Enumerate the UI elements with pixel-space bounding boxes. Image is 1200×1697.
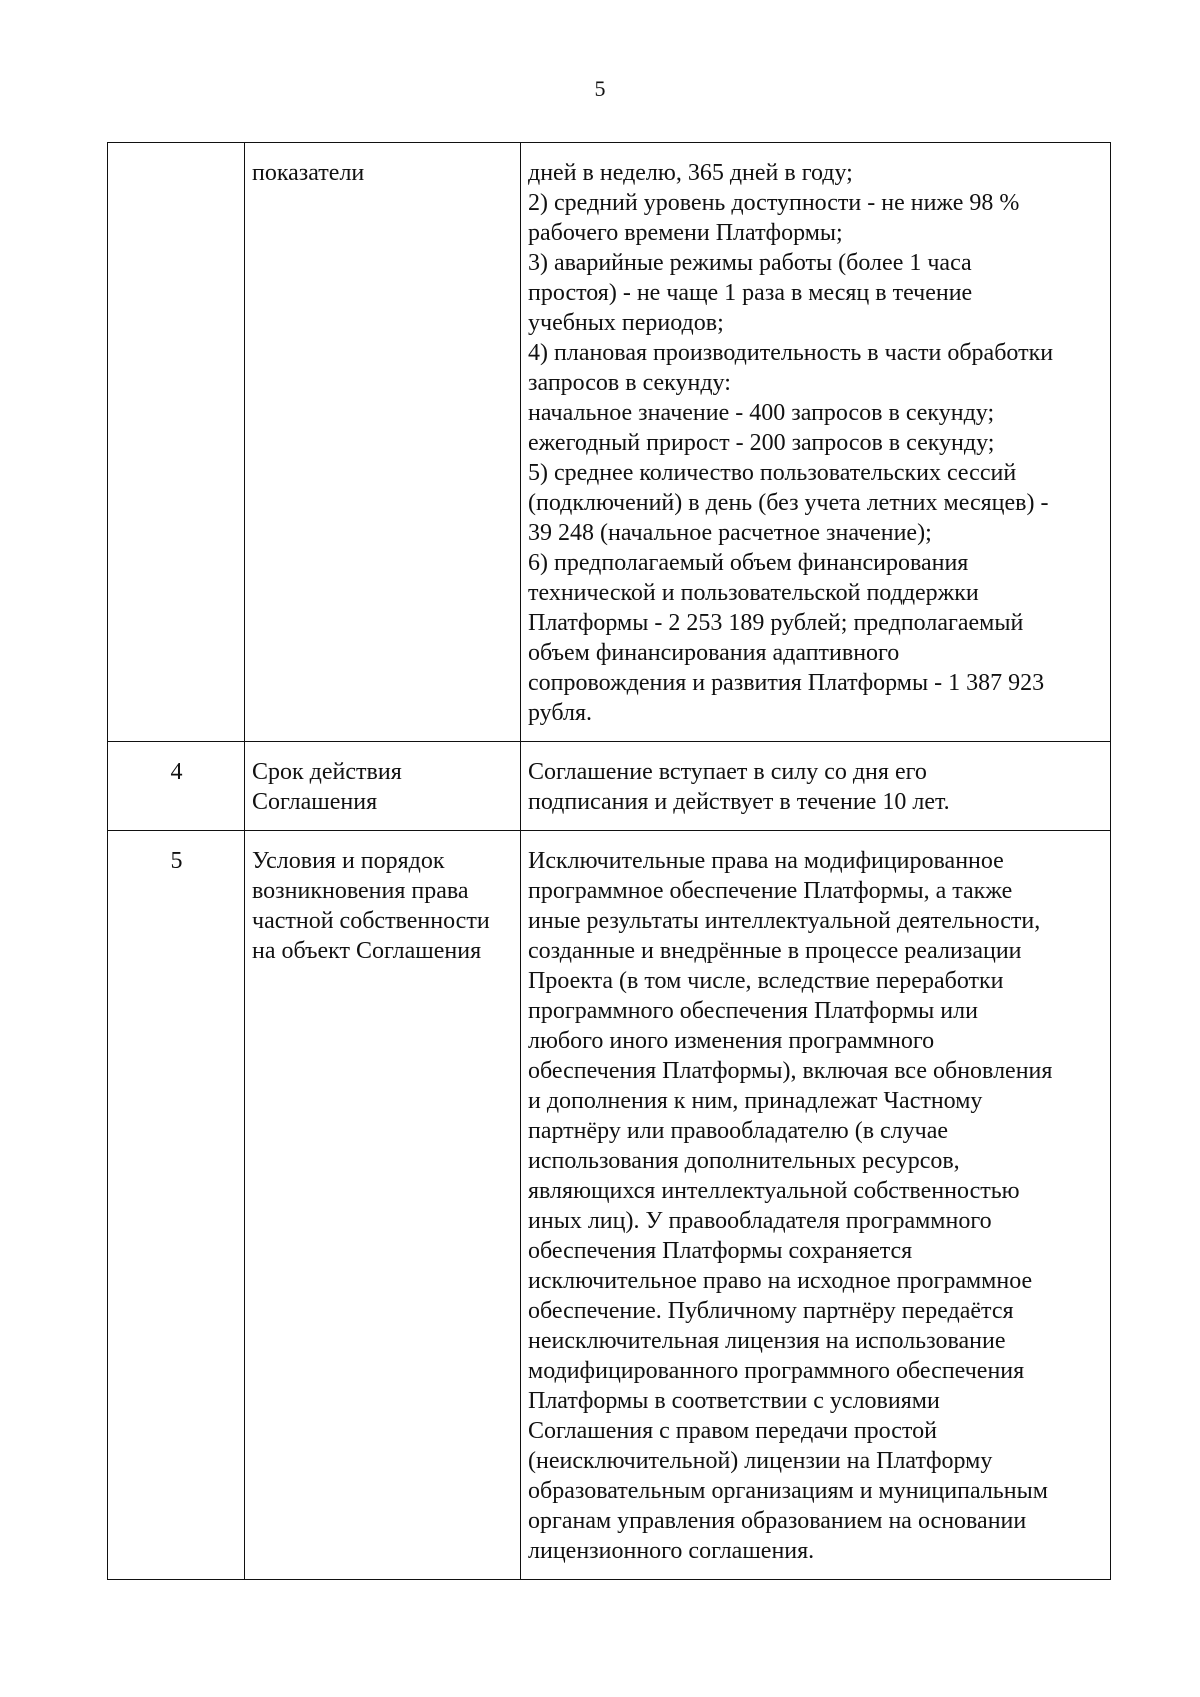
content-line: неисключительная лицензия на использование [528,1328,1006,1354]
row-label-line: Условия и порядок [252,848,445,874]
row-content-cell [521,143,1111,742]
content-line: начальное значение - 400 запросов в секунду; [528,400,995,426]
content-line: ежегодный прирост - 200 запросов в секунду; [528,430,995,456]
row-label-line: частной собственности [252,908,490,934]
row-label-line: возникновения права [252,878,469,904]
row-label-cell [245,143,521,742]
table-row [108,742,1111,831]
content-line: обеспечения Платформы), включая все обновления [528,1058,1053,1084]
content-line: Платформы - 2 253 189 рублей; предполагаемый [528,610,1024,636]
content-line: партнёру или правообладателю (в случае [528,1118,949,1144]
table-row [108,143,1111,742]
row-label-line: Соглашения [252,789,378,815]
content-line: рабочего времени Платформы; [528,220,843,246]
row-label-cell [245,831,521,1580]
content-line: лицензионного соглашения. [528,1538,815,1564]
content-line: и дополнения к ним, принадлежат Частному [528,1088,983,1114]
content-line: учебных периодов; [528,310,724,336]
content-line: созданные и внедрённые в процессе реализации [528,938,1022,964]
content-line: 6) предполагаемый объем финансирования [528,550,969,576]
content-line: Соглашение вступает в силу со дня его [528,759,927,785]
content-line: программного обеспечения Платформы или [528,998,978,1024]
row-content-cell [521,831,1111,1580]
content-line: подписания и действует в течение 10 лет. [528,789,950,815]
row-label-line: показатели [252,160,365,186]
content-line: 39 248 (начальное расчетное значение); [528,520,932,546]
row-label-line: Срок действия [252,759,402,785]
content-line: модифицированного программного обеспечения [528,1358,1025,1384]
content-line: запросов в секунду: [528,370,731,396]
content-line: Исключительные права на модифицированное [528,848,1004,874]
table-row [108,831,1111,1580]
content-line: Соглашения с правом передачи простой [528,1418,937,1444]
content-line: 3) аварийные режимы работы (более 1 часа [528,250,972,276]
row-number-cell: 5 [108,831,245,1580]
row-label-cell [245,742,521,831]
row-label-line: на объект Соглашения [252,938,482,964]
content-line: объем финансирования адаптивного [528,640,900,666]
content-line: программное обеспечение Платформы, а также [528,878,1013,904]
content-line: Платформы в соответствии с условиями [528,1388,940,1414]
content-line: исключительное право на исходное программное [528,1268,1033,1294]
content-line: иных лиц). У правообладателя программного [528,1208,992,1234]
content-line: обеспечение. Публичному партнёру передаётся [528,1298,1014,1324]
row-content-cell [521,742,1111,831]
content-line: дней в неделю, 365 дней в году; [528,160,853,186]
content-line: простоя) - не чаще 1 раза в месяц в течение [528,280,973,306]
content-line: (подключений) в день (без учета летних месяцев) - [528,490,1049,516]
content-line: технической и пользовательской поддержки [528,580,979,606]
content-line: 5) среднее количество пользовательских сессий [528,460,1017,486]
row-number-cell [108,143,245,742]
content-line: 2) средний уровень доступности - не ниже 98 % [528,190,1020,216]
content-line: использования дополнительных ресурсов, [528,1148,960,1174]
content-line: любого иного изменения программного [528,1028,935,1054]
content-line: (неисключительной) лицензии на Платформу [528,1448,993,1474]
content-line: рубля. [528,700,592,726]
content-line: Проекта (в том числе, вследствие переработки [528,968,1004,994]
agreement-table [107,142,1111,1580]
row-number-cell: 4 [108,742,245,831]
content-line: являющихся интеллектуальной собственностью [528,1178,1020,1204]
content-line: обеспечения Платформы сохраняется [528,1238,913,1264]
content-line: органам управления образованием на основании [528,1508,1027,1534]
content-line: сопровождения и развития Платформы - 1 387 923 [528,670,1045,696]
content-line: 4) плановая производительность в части обработки [528,340,1054,366]
page-number: 5 [594,76,606,101]
content-line: образовательным организациям и муниципальным [528,1478,1048,1504]
content-line: иные результаты интеллектуальной деятельности, [528,908,1041,934]
